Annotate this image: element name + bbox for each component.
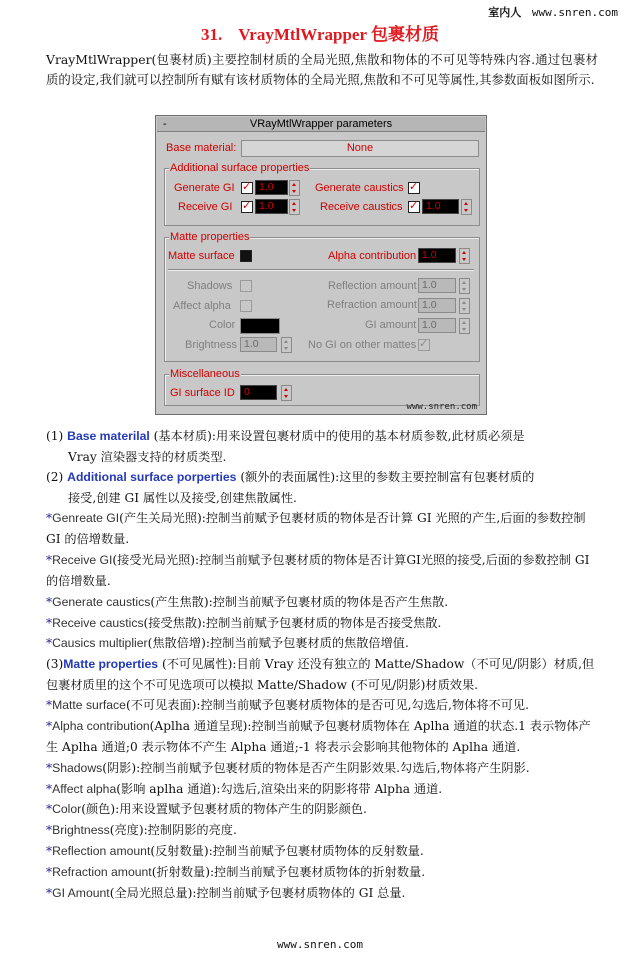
receive-caustics-spinner-arrows[interactable] <box>461 199 472 215</box>
matte-surface-checkbox[interactable] <box>240 250 252 262</box>
item-base-material <box>46 426 599 467</box>
generate-gi-spinner-arrows[interactable] <box>289 180 300 196</box>
intro-paragraph: VrayMtlWrapper(包裹材质)主要控制材质的全局光照,焦散和物体的不可见等特殊内容.通过包裹材质的设定,我们就可以控制所有赋有该材质物体的全局光照,焦散和不可见等属性,其参数面板如图所示. <box>46 52 598 87</box>
bullet-star: * <box>46 636 53 650</box>
receive-gi-label: Receive GI <box>178 201 233 213</box>
header-site-name: 室内人 <box>488 6 522 19</box>
receive-caustics-label: Receive caustics <box>320 201 403 213</box>
item-text-cont: 接受,创建 GI 属性以及接受,创建焦散属性. <box>68 490 297 505</box>
receive-gi-spinner-arrows[interactable] <box>289 199 300 215</box>
page-title <box>0 20 640 45</box>
miscellaneous-title: Miscellaneous <box>170 368 240 380</box>
item-reflection-amount <box>46 841 599 862</box>
reflection-amount-label: Reflection amount <box>328 280 417 292</box>
item-receive-caustics <box>46 613 599 634</box>
item-text: (焦散倍增):控制当前赋予包裹材质的焦散倍增值. <box>147 636 409 650</box>
alpha-contribution-spinner[interactable]: 1.0 <box>418 248 456 263</box>
item-text: (接受焦散):控制当前赋予包裹材质的物体是否接受焦散. <box>143 616 442 630</box>
gi-amount-label: GI amount <box>365 319 417 331</box>
parameters-panel <box>155 115 487 415</box>
additional-surface-group <box>164 162 480 226</box>
item-matte-surface <box>46 695 599 716</box>
panel-title-bar[interactable] <box>157 117 485 132</box>
affect-alpha-checkbox[interactable] <box>240 300 252 312</box>
item-text: (颜色):用来设置赋予包裹材质的物体产生的阴影颜色. <box>81 802 367 816</box>
item-text-cont: Vray 渲染器支持的材质类型. <box>68 449 227 464</box>
item-term: Refraction amount <box>52 865 152 879</box>
item-term: Affect alpha <box>52 782 117 796</box>
brightness-label: Brightness <box>185 339 237 351</box>
item-matte-properties <box>46 654 599 695</box>
no-gi-checkbox[interactable] <box>418 339 430 351</box>
item-shadows <box>46 758 599 779</box>
item-text: (折射数量):控制当前赋予包裹材质物体的折射数量. <box>151 865 426 879</box>
bullet-star: * <box>46 823 53 837</box>
bullet-star: * <box>46 761 53 775</box>
shadows-label: Shadows <box>187 280 233 292</box>
item-refraction-amount <box>46 862 599 883</box>
receive-caustics-checkbox[interactable] <box>408 201 420 213</box>
shadows-checkbox[interactable] <box>240 280 252 292</box>
item-term: Reflection amount <box>52 844 151 858</box>
generate-gi-spinner[interactable]: 1.0 <box>255 180 288 195</box>
item-text: (反射数量):控制当前赋予包裹材质物体的反射数量. <box>150 844 424 858</box>
item-text: (影响 aplha 通道):勾选后,渲染出来的阴影将带 Alpha 通道. <box>116 782 443 796</box>
item-term: Color <box>52 802 82 816</box>
gi-amount-spinner[interactable]: 1.0 <box>418 318 456 333</box>
matte-separator <box>168 269 474 271</box>
item-gi-amount <box>46 883 599 904</box>
collapse-icon[interactable]: - <box>163 118 167 130</box>
item-term: Receive GI <box>52 553 113 567</box>
item-text: (产生焦散):控制当前赋予包裹材质的物体是否产生焦散. <box>150 595 449 609</box>
reflection-amount-spinner-arrows[interactable] <box>459 278 470 294</box>
panel-watermark: www.snren.com <box>406 402 477 412</box>
item-text: (亮度):控制阴影的亮度. <box>109 823 237 837</box>
base-material-button[interactable]: None <box>241 140 479 157</box>
bullet-star: * <box>46 616 53 630</box>
item-term: Generate caustics <box>52 595 151 609</box>
item-text: (接受光局光照):控制当前赋予包裹材质的物体是否计算GI光照的接受,后面的参数控制 GI 的倍增数量. <box>46 553 590 588</box>
panel-title: VRayMtlWrapper parameters <box>249 118 393 130</box>
bullet-star: * <box>46 782 53 796</box>
item-caustics-multiplier <box>46 633 599 654</box>
item-text: (全局光照总量):控制当前赋予包裹材质物体的 GI 总量. <box>109 886 406 900</box>
gi-surface-id-label: GI surface ID <box>170 387 235 399</box>
item-term: Matte surface <box>52 698 126 712</box>
alpha-contribution-label: Alpha contribution <box>328 250 417 262</box>
item-number: (2) <box>46 470 64 484</box>
item-term: Shadows <box>52 761 103 775</box>
no-gi-label: No GI on other mattes <box>308 339 417 351</box>
item-brightness <box>46 820 599 841</box>
generate-caustics-checkbox[interactable] <box>408 182 420 194</box>
bullet-star: * <box>46 802 53 816</box>
additional-surface-title: Additional surface properties <box>170 162 310 174</box>
item-text: (基本材质):用来设置包裹材质中的使用的基本材质参数,此材质必须是 <box>153 429 525 443</box>
bullet-star: * <box>46 719 53 733</box>
color-label: Color <box>209 319 236 331</box>
item-term: Base materilal <box>67 429 150 443</box>
bullet-star: * <box>46 844 53 858</box>
refraction-amount-spinner-arrows[interactable] <box>459 298 470 314</box>
brightness-spinner[interactable]: 1.0 <box>240 337 277 352</box>
item-alpha-contribution <box>46 716 599 757</box>
item-affect-alpha <box>46 779 599 800</box>
matte-surface-label: Matte surface <box>168 250 235 262</box>
gi-amount-spinner-arrows[interactable] <box>459 318 470 334</box>
item-term: GI Amount <box>52 886 110 900</box>
item-text: (Aplha 通道呈现):控制当前赋予包裹材质物体在 Aplha 通道的状态.1 表示物体产生 Aplha 通道;0 表示物体不产生 Alpha 通道;-1 将表示会影响其他物体的 Aplha 通道. <box>46 719 591 754</box>
item-term: Causics multiplier <box>52 636 148 650</box>
item-additional-surface <box>46 467 599 508</box>
item-generate-caustics <box>46 592 599 613</box>
generate-caustics-label: Generate caustics <box>315 182 404 194</box>
gi-surface-id-spinner-arrows[interactable] <box>281 385 292 401</box>
receive-gi-checkbox[interactable] <box>241 201 253 213</box>
title-text: VrayMtlWrapper 包裹材质 <box>238 25 439 44</box>
item-term: Genreate GI <box>52 511 120 525</box>
item-text: (产生关局光照):控制当前赋予包裹材质的物体是否计算 GI 光照的产生,后面的参数控制 GI 的倍增数量. <box>46 511 586 546</box>
refraction-amount-spinner[interactable]: 1.0 <box>418 298 456 313</box>
item-term: Matte properties <box>63 657 159 671</box>
base-material-label: Base material: <box>166 142 237 154</box>
item-color <box>46 799 599 820</box>
matte-properties-title: Matte properties <box>170 231 250 243</box>
receive-caustics-spinner[interactable]: 1.0 <box>422 199 459 214</box>
bullet-star: * <box>46 595 53 609</box>
bullet-star: * <box>46 698 53 712</box>
item-text: (阴影):控制当前赋予包裹材质的物体是否产生阴影效果.勾选后,物体将产生阴影. <box>102 761 530 775</box>
title-number: 31. <box>201 25 223 44</box>
refraction-amount-label: Refraction amount <box>327 299 417 311</box>
gi-surface-id-spinner[interactable]: 0 <box>240 385 277 400</box>
item-number: (1) <box>46 429 64 443</box>
item-text: (不可见表面):控制当前赋予包裹材质物体的是否可见,勾选后,物体将不可见. <box>125 698 529 712</box>
item-term: Alpha contribution <box>52 719 150 733</box>
header-site <box>488 4 618 20</box>
bullet-star: * <box>46 553 53 567</box>
header-site-url: www.snren.com <box>531 6 618 19</box>
alpha-contribution-spinner-arrows[interactable] <box>459 248 470 264</box>
bullet-star: * <box>46 886 53 900</box>
brightness-spinner-arrows[interactable] <box>281 337 292 353</box>
item-number: (3) <box>46 657 64 671</box>
item-generate-gi <box>46 508 599 549</box>
item-term: Additional surface porperties <box>67 470 237 484</box>
footer-url: www.snren.com <box>276 938 364 951</box>
generate-gi-checkbox[interactable] <box>241 182 253 194</box>
bullet-star: * <box>46 865 53 879</box>
item-receive-gi <box>46 550 599 591</box>
reflection-amount-spinner[interactable]: 1.0 <box>418 278 456 293</box>
bullet-star: * <box>46 511 53 525</box>
color-swatch[interactable] <box>240 318 280 334</box>
receive-gi-spinner[interactable]: 1.0 <box>255 199 288 214</box>
affect-alpha-label: Affect alpha <box>173 300 231 312</box>
generate-gi-label: Generate GI <box>174 182 235 194</box>
item-text: (额外的表面属性):这里的参数主要控制富有包裹材质的 <box>240 470 535 484</box>
item-text: (不可见属性):目前 Vray 还没有独立的 Matte/Shadow（不可见/阴影）材质,但包裹材质里的这个不可见选项可以模拟 Matte/Shadow (不可见/阴影)材质效果. <box>46 657 595 692</box>
item-term: Brightness <box>52 823 110 837</box>
item-term: Receive caustics <box>52 616 144 630</box>
